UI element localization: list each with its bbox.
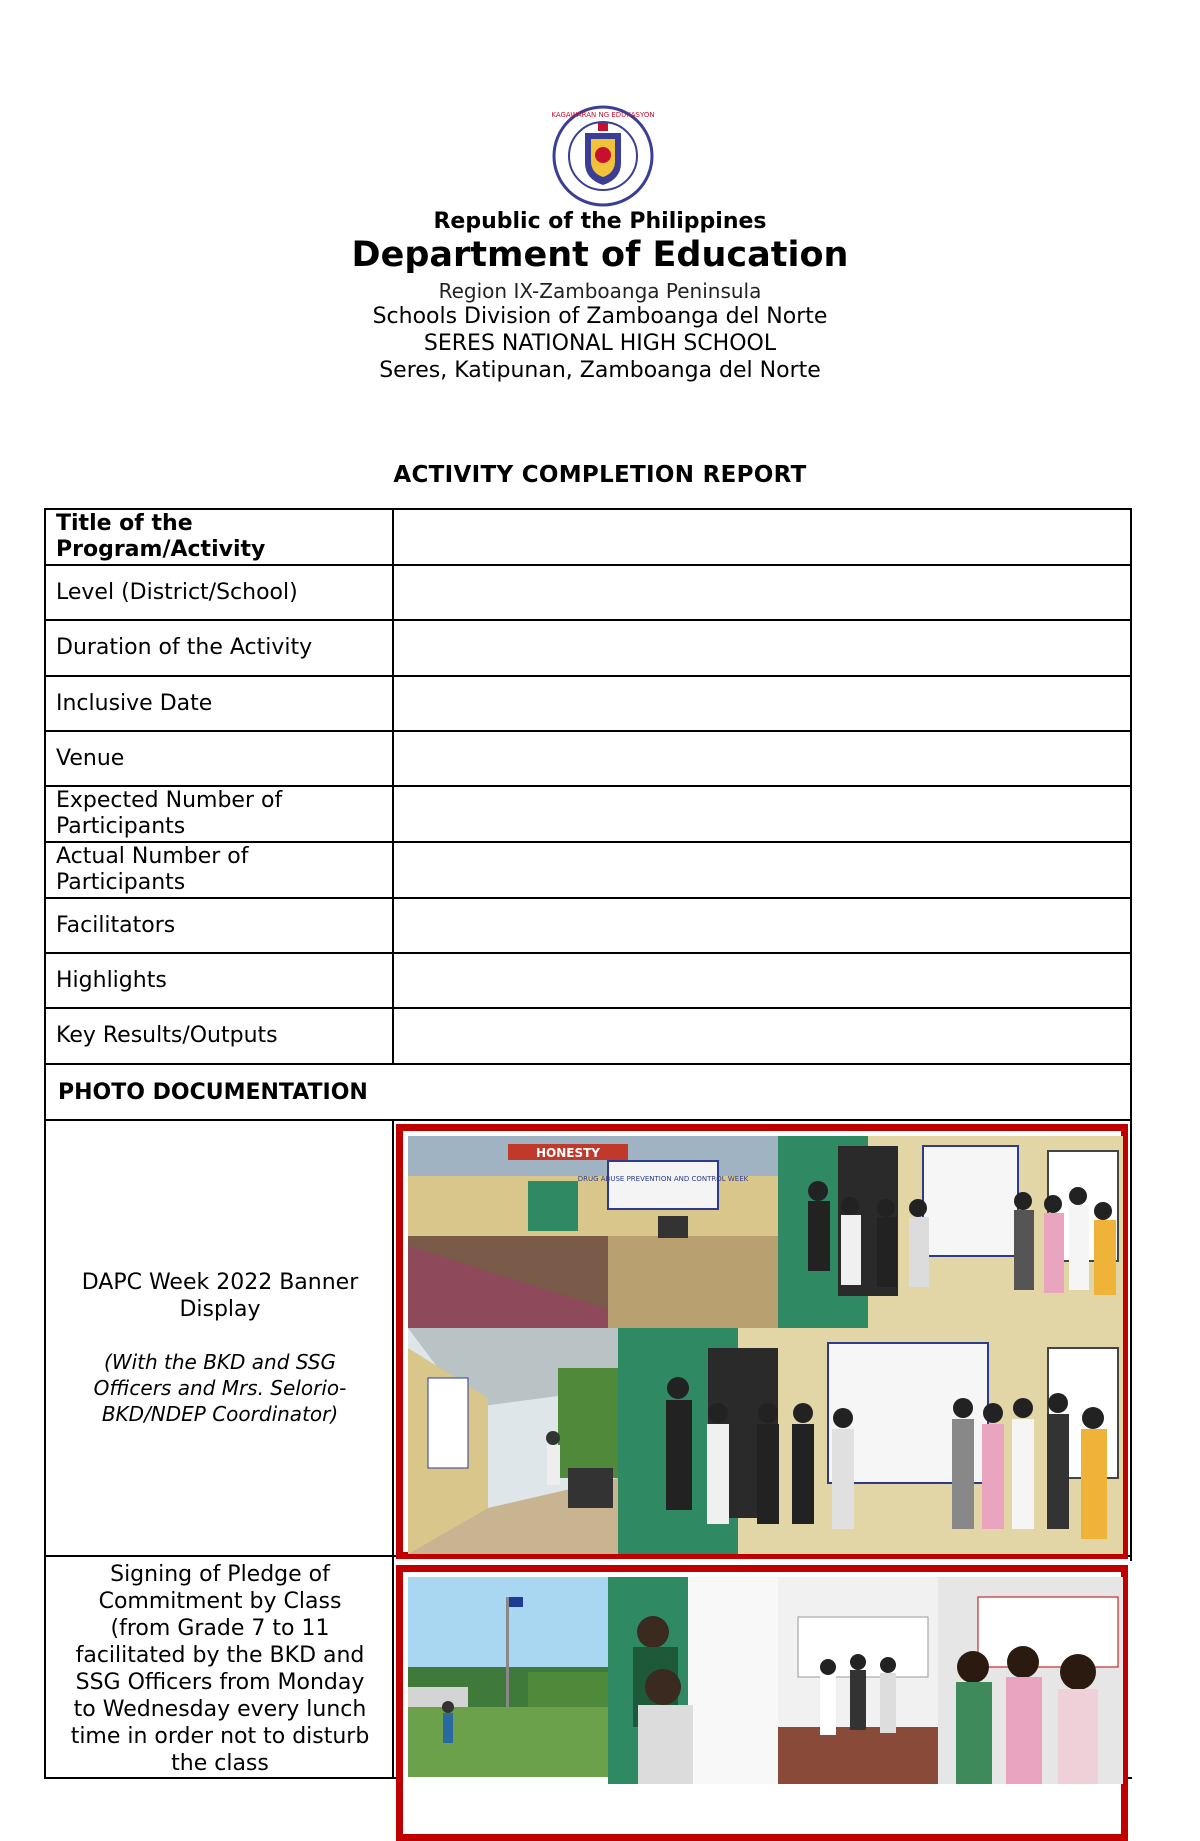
- header-school: SERES NATIONAL HIGH SCHOOL: [423, 331, 777, 356]
- banner-text: DRUG ABUSE PREVENTION AND CONTROL WEEK: [577, 1175, 749, 1183]
- photo-group-banner-1: [778, 1136, 1123, 1328]
- row-label: Expected Number of Participants: [46, 787, 394, 841]
- report-title: ACTIVITY COMPLETION REPORT: [393, 462, 807, 488]
- seal-lettering: KAGAWARAN NG EDUKASYON: [551, 111, 655, 119]
- photo-collage-banner: [396, 1124, 1128, 1559]
- table-row: [44, 508, 1132, 566]
- header-region: Region IX-Zamboanga Peninsula: [438, 279, 762, 303]
- row-value[interactable]: [394, 566, 1130, 619]
- row-label: Inclusive Date: [46, 677, 394, 730]
- table-row: [44, 621, 1132, 677]
- photo-signing-2: [778, 1577, 938, 1784]
- table-row: [44, 954, 1132, 1009]
- photo-campus-walkway: [408, 1136, 778, 1328]
- row-label: Venue: [46, 732, 394, 785]
- row-value[interactable]: [394, 954, 1130, 1007]
- photo-caption: DAPC Week 2022 Banner Display: [81, 1270, 359, 1322]
- table-row: [44, 732, 1132, 787]
- row-label: Level (District/School): [46, 566, 394, 619]
- photo-collage-pledge: [396, 1565, 1128, 1841]
- row-label: Key Results/Outputs: [46, 1009, 394, 1063]
- table-row: [44, 899, 1132, 954]
- row-label: Facilitators: [46, 899, 394, 952]
- header-address: Seres, Katipunan, Zamboanga del Norte: [379, 358, 821, 383]
- header-republic: Republic of the Philippines: [433, 209, 767, 234]
- table-row: [44, 566, 1132, 621]
- row-value[interactable]: [394, 1009, 1130, 1063]
- row-label: Title of the Program/Activity: [46, 510, 394, 564]
- row-value[interactable]: [394, 787, 1130, 841]
- deped-seal: [551, 105, 655, 207]
- photo-group-banner-2: [618, 1328, 1123, 1554]
- row-label: Duration of the Activity: [46, 621, 394, 675]
- row-value[interactable]: [394, 843, 1130, 897]
- photo-documentation-heading: PHOTO DOCUMENTATION: [58, 1079, 368, 1105]
- photo-caption: Signing of Pledge of Commitment by Class (from Grade 7 to 11 facilitated by the BKD and SSG Officers from Monday to Wednesday every lunch time in order not to disturb the class: [70, 1562, 370, 1776]
- row-value[interactable]: [394, 899, 1130, 952]
- table-row: [44, 1009, 1132, 1065]
- photo-flagpole: [408, 1577, 608, 1777]
- table-row: [44, 677, 1132, 732]
- row-value[interactable]: [394, 621, 1130, 675]
- row-label: Highlights: [46, 954, 394, 1007]
- row-label: Actual Number of Participants: [46, 843, 394, 897]
- table-row: [44, 787, 1132, 843]
- row-value[interactable]: [394, 732, 1130, 785]
- photo-corridor: [408, 1328, 618, 1554]
- row-value[interactable]: [394, 677, 1130, 730]
- table-row: [44, 843, 1132, 899]
- photo-signing-1: [608, 1577, 778, 1784]
- photo-signing-3: [938, 1577, 1123, 1784]
- row-value[interactable]: [394, 510, 1130, 564]
- photo-documentation-row: [44, 1065, 1132, 1121]
- header-division: Schools Division of Zamboanga del Norte: [372, 304, 828, 329]
- photo-note: (With the BKD and SSG Officers and Mrs. Selorio- BKD/NDEP Coordinator): [93, 1350, 347, 1426]
- sign-text: HONESTY: [535, 1146, 601, 1160]
- header-department: Department of Education: [351, 235, 849, 275]
